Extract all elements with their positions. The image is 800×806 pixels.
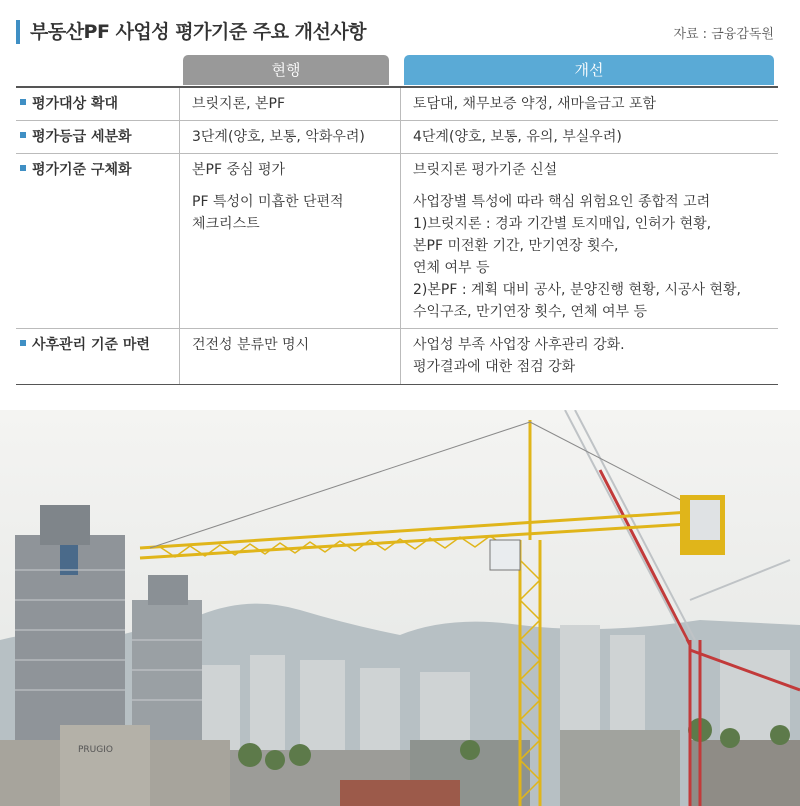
title-accent-bar (16, 20, 20, 44)
row-current: PF 특성이 미흡한 단편적 체크리스트 (179, 186, 401, 328)
row-improved: 브릿지론 평가기준 신설 (413, 162, 558, 178)
bullet-icon (20, 340, 26, 346)
row-improved: 사업장별 특성에 따라 핵심 위험요인 종합적 고려 1)브릿지론 : 경과 기간별 토지매입, 인허가 현황, 본PF 미전환 기간, 만기연장 횟수, 연체 여부 등 2)본PF : 계획 대비 공사, 분양진행 현황, 시공사 현황, 수익구조, 만기연장 횟수, 연체 여부 등 (413, 194, 741, 320)
table-row (16, 328, 778, 385)
building-sign: PRUGIO (78, 745, 113, 755)
header (0, 0, 800, 52)
row-improved: 사업성 부족 사업장 사후관리 강화. 평가결과에 대한 점검 강화 (413, 337, 625, 375)
row-improved: 토담대, 채무보증 약정, 새마을금고 포함 (413, 96, 657, 112)
bullet-icon (20, 99, 26, 105)
construction-photo (0, 410, 800, 806)
row-current: 브릿지론, 본PF (179, 88, 401, 120)
row-category: 평가대상 확대 (16, 88, 179, 120)
source-label: 자료 : 금융감독원 (673, 27, 774, 42)
row-current: 건전성 분류만 명시 (179, 329, 401, 384)
crane-cityscape-illustration (0, 410, 800, 806)
table-row (16, 153, 778, 186)
row-category: 사후관리 기준 마련 (16, 329, 179, 384)
row-current: 본PF 중심 평가 (179, 154, 401, 186)
row-improved: 4단계(양호, 보통, 유의, 부실우려) (413, 129, 622, 145)
column-header-current: 현행 (183, 55, 389, 85)
page-title: 부동산PF 사업성 평가기준 주요 개선사항 (30, 21, 367, 43)
table-row (16, 120, 778, 153)
row-category: 평가등급 세분화 (16, 121, 179, 153)
row-current: 3단계(양호, 보통, 악화우려) (179, 121, 401, 153)
table-row (16, 186, 778, 328)
bullet-icon (20, 165, 26, 171)
row-category: 평가기준 구체화 (16, 154, 179, 186)
table-row (16, 86, 778, 120)
comparison-table (16, 86, 778, 385)
column-header-improved: 개선 (404, 55, 774, 85)
bullet-icon (20, 132, 26, 138)
row-category (16, 186, 179, 328)
